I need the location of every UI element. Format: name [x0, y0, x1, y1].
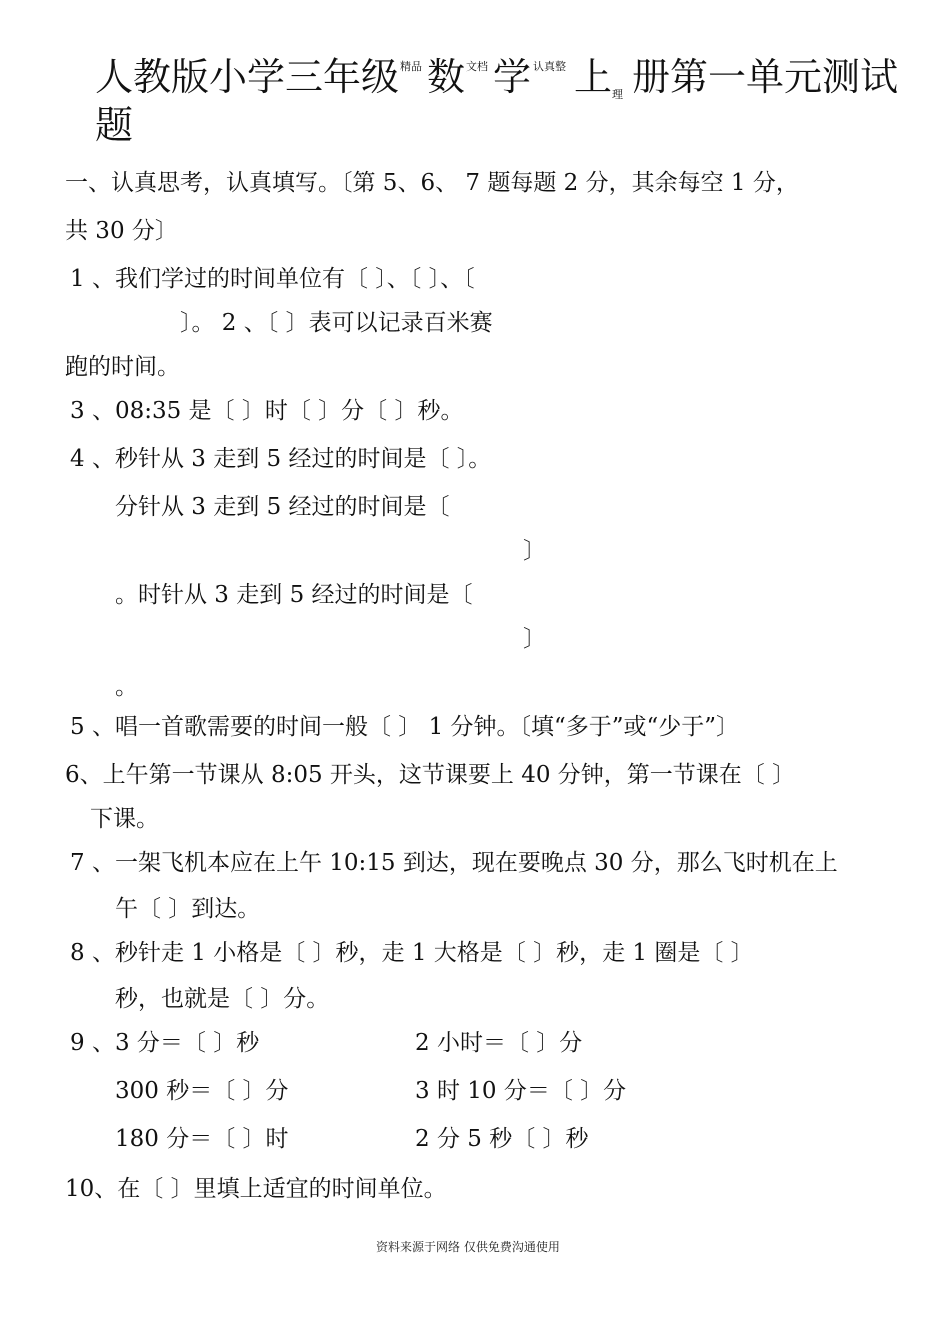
question-4-end: 。: [115, 674, 138, 700]
question-5: 5 、唱一首歌需要的时间一般〔 〕 1 分钟。〔填“多于”或“少于”〕: [70, 714, 740, 740]
page-title-part2: 数: [427, 55, 466, 99]
page-footer: 资料来源于网络 仅供免费沟通使用: [376, 1240, 560, 1254]
question-8-cont: 秒，也就是〔 〕分。: [115, 986, 330, 1012]
question-4-hour-close: 〕: [523, 626, 546, 652]
section-heading-cont: 共 30 分〕: [65, 218, 178, 244]
question-2-cont: 跑的时间。: [65, 354, 180, 380]
page-title-part6: 题: [95, 103, 134, 147]
question-9-a1: 9 、3 分＝〔 〕秒: [70, 1030, 260, 1056]
question-9-c2: 2 分 5 秒〔 〕秒: [415, 1126, 589, 1152]
question-6-cont: 下课。: [90, 806, 159, 832]
watermark-4: 理: [612, 88, 623, 101]
question-7-cont: 午〔 〕到达。: [115, 896, 261, 922]
question-9-c1: 180 分＝〔 〕时: [115, 1126, 289, 1152]
watermark-3: 认真整: [533, 60, 566, 73]
watermark-1: 精品: [400, 60, 422, 73]
question-7: 7 、一架飞机本应在上午 10:15 到达，现在要晚点 30 分，那么飞时机在上: [70, 850, 838, 876]
question-4-minute-close: 〕: [523, 538, 546, 564]
question-3: 3 、08:35 是〔 〕时〔 〕分〔 〕秒。: [70, 398, 464, 424]
question-2: 〕。 2 、〔 〕表可以记录百米赛: [180, 310, 493, 336]
question-9-b1: 300 秒＝〔 〕分: [115, 1078, 289, 1104]
question-4-hour: 。时针从 3 走到 5 经过的时间是〔: [115, 582, 473, 608]
question-9-a2: 2 小时＝〔 〕分: [415, 1030, 583, 1056]
page-title-part5: 册第一单元测试: [632, 55, 899, 99]
watermark-2: 文档: [466, 60, 488, 73]
page-title-part1: 人教版小学三年级: [95, 55, 400, 99]
question-8: 8 、秒针走 1 小格是〔 〕秒，走 1 大格是〔 〕秒，走 1 圈是〔 〕: [70, 940, 754, 966]
question-6: 6、上午第一节课从 8:05 开头，这节课要上 40 分钟，第一节课在〔 〕: [65, 762, 796, 788]
question-4-minute: 分针从 3 走到 5 经过的时间是〔: [115, 494, 450, 520]
question-10: 10、在〔 〕里填上适宜的时间单位。: [65, 1176, 447, 1202]
question-9-b2: 3 时 10 分＝〔 〕分: [415, 1078, 627, 1104]
page-title-part3: 学: [493, 55, 532, 99]
question-4: 4 、秒针从 3 走到 5 经过的时间是〔 〕。: [70, 446, 492, 472]
section-heading: 一、认真思考，认真填写。〔第 5、6、 7 题每题 2 分，其余每空 1 分，: [65, 170, 799, 196]
question-1: 1 、我们学过的时间单位有〔 〕、〔 〕、〔: [70, 266, 475, 292]
page-title-part4: 上: [574, 55, 613, 99]
